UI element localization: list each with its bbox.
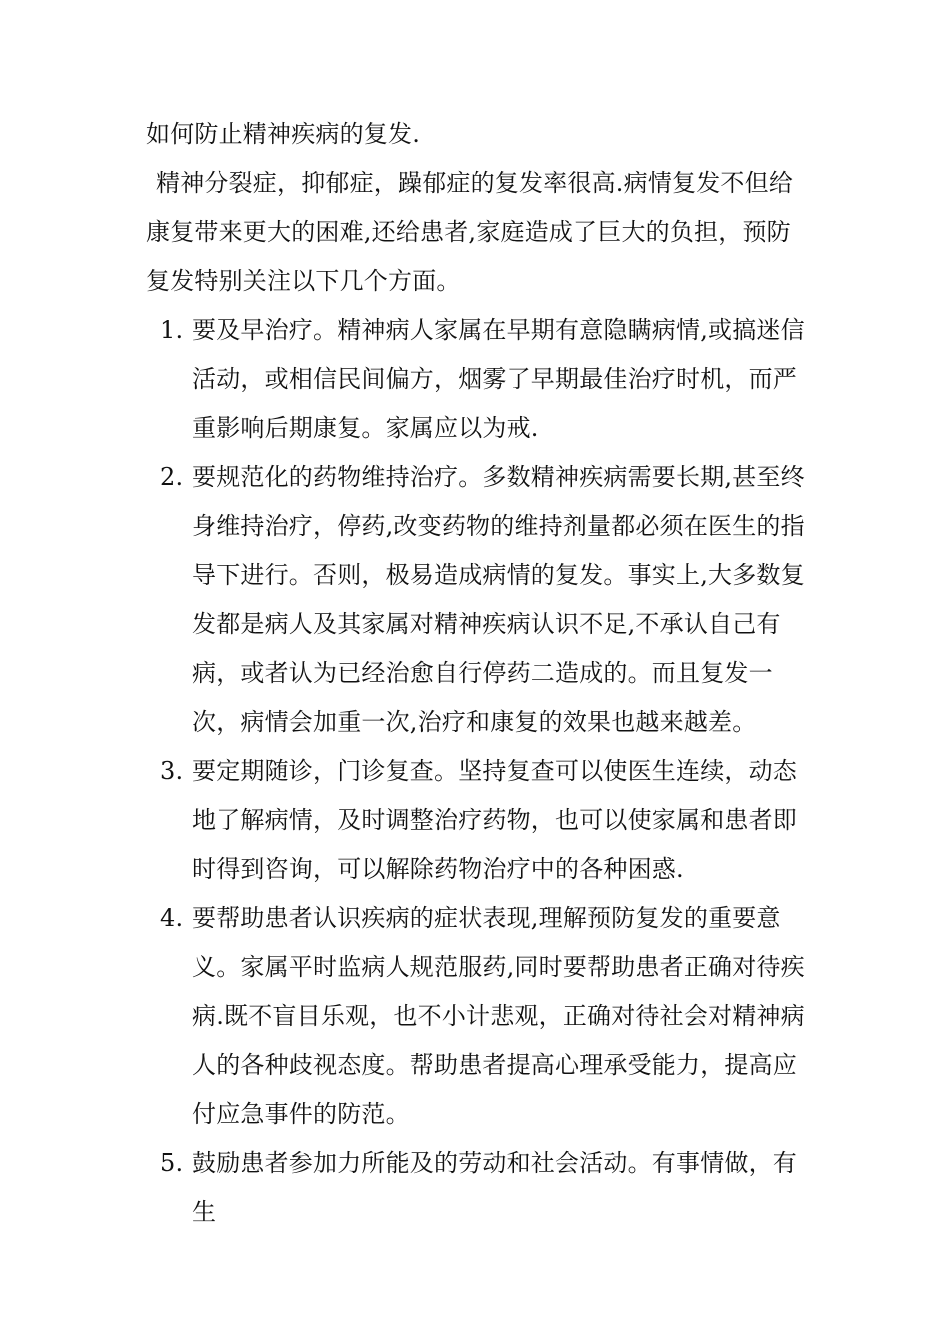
intro-paragraph: 精神分裂症，抑郁症，躁郁症的复发率很高.病情复发不但给康复带来更大的困难,还给患者,家庭造成了巨大的负担，预防复发特别关注以下几个方面。 <box>146 169 794 295</box>
numbered-list <box>146 306 806 1237</box>
list-item <box>146 1139 806 1237</box>
document-title: 如何防止精神疾病的复发. <box>146 120 421 148</box>
document-body <box>146 110 806 1237</box>
list-item-number: 4. <box>160 904 184 932</box>
list-item <box>146 306 806 453</box>
list-item-number: 5. <box>160 1149 184 1177</box>
list-item <box>146 747 806 894</box>
list-item-text: 要及早治疗。精神病人家属在早期有意隐瞒病情,或搞迷信活动，或相信民间偏方，烟雾了早期最佳治疗时机，而严重影响后期康复。家属应以为戒. <box>192 316 805 442</box>
list-item-text: 要定期随诊，门诊复查。坚持复查可以使医生连续，动态地了解病情，及时调整治疗药物，也可以使家属和患者即时得到咨询，可以解除药物治疗中的各种困惑. <box>192 757 797 883</box>
list-item <box>146 453 806 747</box>
list-item-text: 要规范化的药物维持治疗。多数精神疾病需要长期,甚至终身维持治疗，停药,改变药物的维持剂量都必须在医生的指导下进行。否则，极易造成病情的复发。事实上,大多数复发都是病人及其家属对精神疾病认识不足,不承认自己有病，或者认为已经治愈自行停药二造成的。而且复发一次，病情会加重一次,治疗和康复的效果也越来越差。 <box>192 463 805 736</box>
list-item-text: 鼓励患者参加力所能及的劳动和社会活动。有事情做，有生 <box>192 1149 797 1226</box>
list-item-number: 1. <box>160 316 184 344</box>
list-item <box>146 894 806 1139</box>
list-item-text: 要帮助患者认识疾病的症状表现,理解预防复发的重要意义。家属平时监病人规范服药,同时要帮助患者正确对待疾病.既不盲目乐观，也不小计悲观，正确对待社会对精神病人的各种歧视态度。帮助患者提高心理承受能力，提高应付应急事件的防范。 <box>192 904 805 1128</box>
list-item-number: 2. <box>160 463 184 491</box>
list-item-number: 3. <box>160 757 184 785</box>
